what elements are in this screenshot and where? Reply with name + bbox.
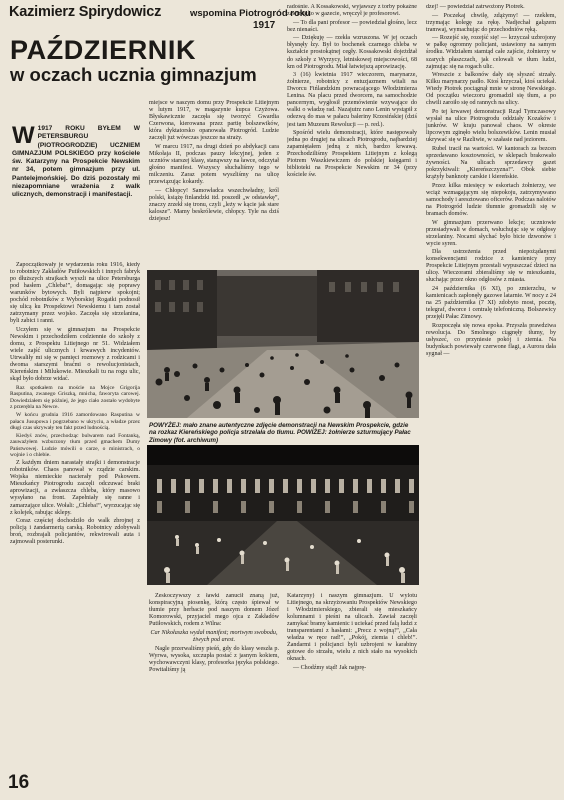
paragraph: Uczyłem się w gimnazjum na Prospekcie Newskim i przechodziłem codziennie do szkoły z domu, z Prospektu Litiejnego nr 51. Widziałem wiele zajść ulicznych i krwawych incydentów. Utrwaliły mi się w pamięci rozmowy z rodzicami i dwoma starszymi braćmi o rewolucjonistach, Kiereńskim i Milukowie. Mieszkali tu na rogu ulic, skąd było dobrze widać. — [10, 327, 140, 383]
article-author: Kazimierz Spirydowicz — [9, 4, 162, 20]
paragraph: Nagle przerwaliśmy pieśń, gdy do klasy weszła p. Wyrwa, wysoka, szczupła postać z jasnym kokiem, wychowawczyni klasy, profesorka języka polskiego. Powitaliśmy ją — [149, 645, 279, 673]
paragraph: Kiedyś znów, przechodząc bulwarem nad Fontanką, zauważyłem wzburzony tłum przed gmachem Dumy Państwowej. Ludzie mówili o carze, o ministrach, o wojnie i o chlebie. — [10, 433, 140, 459]
text-column-2-bottom — [149, 593, 279, 768]
paragraph: Przez kilka miesięcy w eskortach żołnierzy, we wciąż wzmagającym się niepokoju, zatrzymywano samochody i aresztowano oficerów. Podczas nalotów na Piotrogród ludzie tłumnie gromadzili się w bramach domów. — [426, 182, 556, 217]
text-column-3-top — [287, 4, 417, 266]
paragraph: Po tej krwawej demonstracji Rząd Tymczasowy wysłał na ulice Piotrogrodu oddziały Kozaków i junkrów. W kraju panował chaos. W okresie lipcowym zginęło wielu bolszewików. Lenin musiał ukrywać się w Razliwie, w szałasie nad jeziorem. — [426, 109, 556, 144]
caption-lead: POWYŻEJ: — [149, 422, 182, 429]
caption-text: mało znane autentyczne zdjęcie demonstracji na Newskim Prospekcie, gdzie na rozkaz Kiereńskiego policja strzelała do tłumu. POWIŻEJ: żołnierze szturmujący Pałac Zimowy (fot. archiwum) — [149, 422, 411, 444]
article-title-secondary: w oczach ucznia gimnazjum — [10, 64, 257, 85]
paragraph: Z każdym dniem narastały strajki i demonstracje robotników. Chaos panował w rządzie carskim. Wojska niemieckie nacierały pod Pskowem. Mieszkańcy Piotrogrodu zaczęli odczuwać braki aprowizacji, a zwłaszcza chleba, który masowo wysyłano na front. Zapełniały się ranne i zamarzające ulice. Wołali: „Chleba!”, wyrzucając się z kolejek, rabując sklepy. — [10, 460, 140, 516]
song-quote: Car Nikołaszka wydał manifest; mortwym swobodu, żiwych pod arest. — [150, 629, 278, 643]
paragraph: Zeskoczywszy z ławki zanucił znaną już, konspiracyjną piosenkę, którą często śpiewał w tłumie przy herbacie pod naszym domem Józef Komorowski, przyjaciel mego ojca z Zakładów Putiłowskich, rodem z Wilna: — [149, 593, 279, 628]
paragraph: — Chłopcy! Samowładca wszechwładny, król polski, książę finlandzki itd. poszedł „w odstawkę”, znaczy zrzekł się tronu, czyli „leży w kącie jak stare kalosze”. Mamy beskrólewie, chłopcy. Tyle na dziś dziejesz! — [149, 187, 279, 222]
article-year: 1917 — [253, 20, 276, 31]
paragraph: — Chodźmy stąd! Jak najprę- — [293, 665, 367, 672]
text-column-1 — [10, 262, 140, 767]
paragraph: Zapoczątkowały je wydarzenia roku 1916, kiedy to robotnicy Zakładów Putiłowskich i innych fabryk po dłuższych strajkach wyszli na ulice Petersburga pod hasłem „Chleba!”, domagając się poprawy warunków bytowych. Byli najpierw spokojni; pochód robotników z Wyborskiej Rogatki podnosił się ulicą ku Prospektowi Newskiemu i tam został zatrzymany przez wojsko. Zaczęła się strzelanina, byli zabici i ranni. — [10, 262, 140, 325]
paragraph: Rozpoczęła się nowa epoka. Przyszła prawdziwa rewolucja. Do Smolnego ciągnęły tłumy, by usłyszeć, co przyniesie pokój i ziemia. Na budynkach powiewały czerwone flagi, a Aurora dała sygnał — — [426, 322, 556, 358]
paragraph: miejsce w naszym domu przy Prospekcie Litiejnym w lutym 1917, w magazynie kupca Czyżowa. Błyskawicznie zaczęła się tworzyć Gwardia Czerwona, kierowana przez partię bolszewików, która dyktatorsko opanowała Piotrogród. Ludzie zaczęli już wówczas jeszcze na straży. — [149, 100, 279, 142]
text-column-3-bottom — [287, 593, 417, 793]
paragraph: 24 października (6 XI), po zmierzchu, w kamienicach zapłonęły gazowe latarnie. W nocy z 24 na 25 października (7 XI) zdobyto most, pocztę, telegraf, dworce i centralę telefoniczną. Bolszewicy przejęli Pałac Zimowy. — [426, 286, 556, 321]
paragraph: W marcu 1917, na drugi dzień po abdykacji cara Mikołaja II, podczas pauzy lekcyjnej, jeden z uczniów starszej klasy, stanąwszy na ławce, odczytał głośno manifest. Wszyscy słuchaliśmy tego w milczeniu. Zaraz potem wyszliśmy na ulicę przewiązując kokardy. — [149, 143, 279, 186]
photo-caption — [149, 422, 417, 444]
page-number: 16 — [8, 772, 30, 793]
article-subtitle: wspomina Piotrogród roku — [190, 8, 311, 19]
paragraph: — Rozejść się, rozejść się! — krzyczał uzbrojony w pałkę ogromny policjant, ustawiony na samym środku. Widziałem stamtąd całe zajście, żołnierzy w szarych płaszczach, jak celowali w tłum ludzi, zajmując się na rogach ulic. — [426, 35, 556, 70]
paragraph: Dla ustrzeżenia przed niepożądanymi konsekwencjami rodzice z kamienicy przy Prospekcie Litiejnym przestali wypuszczać dzieci na ulicę. Wieczorami zbieraliśmy się w mieszkaniu, słuchając przez okno odgłosów z miasta. — [426, 249, 556, 284]
paragraph: Rubel tracił na wartości. W kantorach za bezcen sprzedawano kosztowności, w sklepach brakowało żywności. Na ulicach sprzedawcy gazet pokrzykiwali: „Kiereńszczyzna!”. Obok siebie krążyły banknoty carskie i kiereńskie. — [426, 145, 556, 181]
demonstration-photo — [147, 270, 419, 418]
demonstration-photo-image — [147, 270, 419, 418]
lead-paragraph — [12, 122, 140, 200]
winter-palace-photo-image — [147, 445, 419, 585]
paragraph: Spośród wielu demonstracji, które następowały jedna po drugiej na ulicach Piotrogrodu, najbardziej zapamiętałem jedną z nich, bardzo krwawą. Przechodziliśmy Prospektem Litiejnym z kolegą Piotrem Waszkiewiczem do polskiej księgarni i biblioteki na Prospekcie Newskim nr 34 (przy kościele św. — [287, 130, 417, 179]
paragraph: W końcu grudnia 1916 zamordowano Rasputina w pałacu Jusupowa i pogrzebano w ukryciu, a władze przez długi czas ukrywały ten fakt przed ludnością. — [10, 412, 140, 432]
text-column-2-top — [149, 100, 279, 268]
paragraph: Katarzyny) i naszym gimnazjum. U wylotu Litiejnego, na skrzyżowaniu Prospektów Newskiego i Włodzimierskiego, zbierali się mieszkańcy kolumnami i pieśni na ulicach. Zawiał zaczęli zamykać bramy kamienic i uciekać przed falą ludzi z transparentami z hasłami: „Precz z wojną!”, „Cała władza w ręce rad!”, „Pokój, ziemia i chleb!”. Żandarmi i policjanci byli uzbrojeni w karabiny gotowe do strzału, wielu z nich stało na wysokich oknach. — [287, 593, 417, 663]
paragraph: — To dla pani profesor — powiedział głośno, lecz bez nienaści. — [287, 19, 417, 33]
paragraph: — Poczekaj chwilę, zdążymy! — rzekłem, trzymając kolegę za rękę. Nadjechał gałązem tramwaj, wymachując do przechodniów ręką. — [426, 12, 556, 33]
article-title: PAŹDZIERNIK — [10, 35, 197, 65]
paragraph: — Dziękuję — rzekła wzruszona. W jej oczach błysnęły łzy. Był to bochenek czarnego chleba w kształcie prostokątnej cegły. Kossakowski dojeżdżał do szkoły z Wyrzycy, letniskowej miejscowości, 68 km od Piotrogrodu. Miał łatwiejszą aprowizację. — [287, 35, 417, 70]
lead-text: 1917 ROKU BYŁEM W PETERSBURGU (PIOTROGRODZIE) UCZNIEM GIMNAZJUM POLSKIEGO przy kościele św. Katarzyny na Prospekcie Newskim nr 34, potem gimnazjum przy ul. Pantelejmońskiej. Do dziś pozostały mi niezapomniane wrażenia z walk ulicznych, demonstracji i manifestacji. — [12, 125, 140, 199]
paragraph: Coraz częściej dochodziło do walk zbrojnej z policją i żandarmerią carską. Robotnicy zdobywali broń, rozbrajali policjantów, rekwirowali auta i zajmowali posterunki. — [10, 518, 140, 546]
paragraph: W gimnazjum przerwano lekcje; uczniowie przesiadywali w domach, wsłuchując się w odgłosy strzelaniny. Nocami słychać było bicie dzwonów i wycie syren. — [426, 219, 556, 247]
text-column-4 — [426, 4, 556, 794]
paragraph: 3 (16) kwietnia 1917 wieczorem, marynarze, żołnierze, robotnicy z entuzjazmem witali na Dworcu Fińlandzkim powracającego Włodzimierza Lenina. Na placu przed dworcem, na samochodzie pancernym, wygłosił przemówienie wzywające do walki o władzę rad. Nazajutrz rano Lenin wystąpił z odezwą do mas w pałacu baleriny Krzesińskiej (dziś jest tam Muzeum Rewolucji — p. red.). — [287, 72, 417, 128]
winter-palace-photo — [147, 445, 419, 585]
paragraph: Raz spotkałem na moście na Mojce Grigorija Rasputina, zwanego Griszką, mnicha, faworyta carowej. Dowiedziałem się później, że jego ciało zostało wydobyte z przerębla na Newce. — [10, 384, 140, 411]
paragraph: dzej! — powiedział zatrwożony Piotrek. — [426, 4, 525, 10]
drop-cap: W — [12, 122, 35, 149]
paragraph: Wreszcie z balkonów dały się słyszeć strzały. Kilku marynarzy padło. Ktoś krzyczał, ktoś uciekał. Wtedy Piotrek pociągnął mnie w stronę Newskiego. Od początku wieczoru gromadził się tłum, a po chwili zaroiło się od rannych na ulicy. — [426, 72, 556, 107]
paragraph: radośnie. A Kossakowski, wyjawszy z torby pokaźne zawiniątko w gazecie, wręczył je profesorowi. — [287, 4, 417, 18]
